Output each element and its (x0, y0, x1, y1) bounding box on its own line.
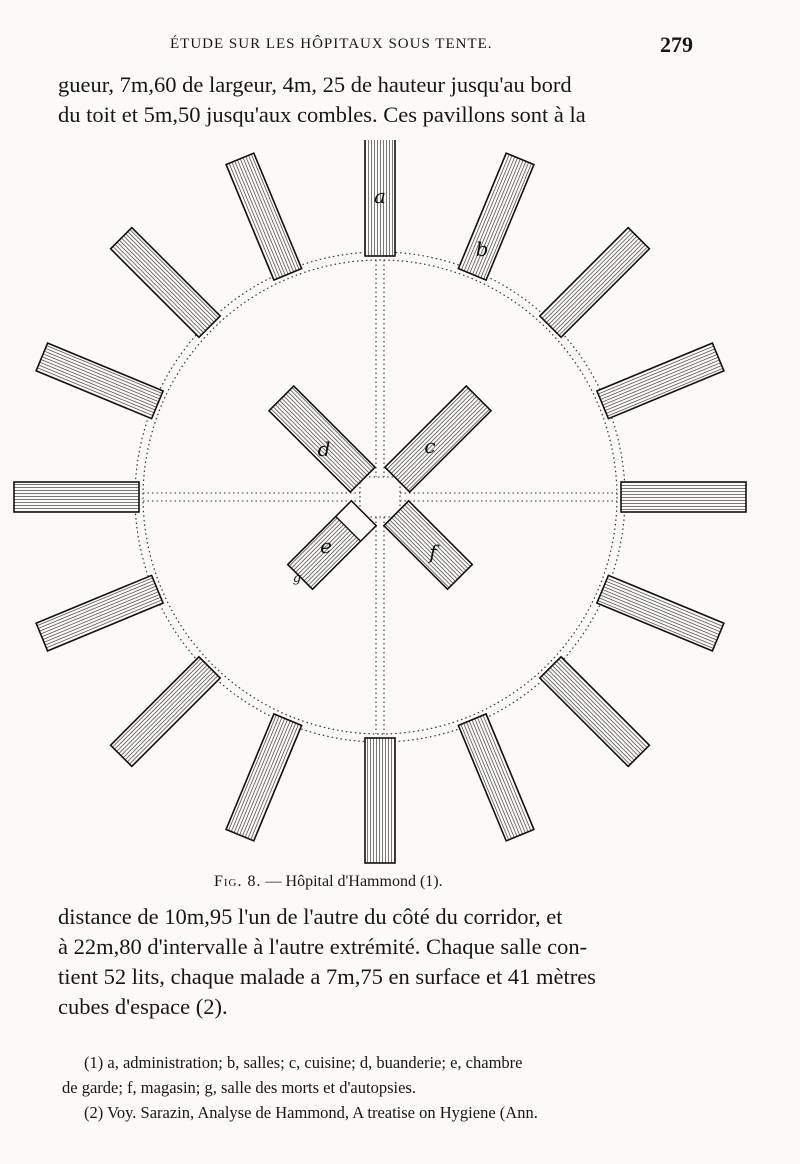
label-f: f (429, 540, 437, 564)
body-text-top (58, 70, 704, 130)
pavilion (365, 738, 395, 863)
page-number: 279 (660, 32, 693, 57)
label-a: a (374, 184, 386, 208)
outer-pavilions (14, 140, 746, 863)
label-d: d (317, 437, 331, 461)
running-head-title: ÉTUDE SUR LES HÔPITAUX SOUS TENTE. (170, 36, 493, 52)
center-square (360, 477, 400, 517)
pavilion (540, 228, 650, 338)
interior-paths (143, 260, 617, 734)
figure-number: Fig. 8. (214, 873, 262, 890)
label-c: c (424, 434, 436, 458)
pavilion (458, 714, 534, 841)
label-e: e (320, 534, 332, 558)
footnote-2: (2) Voy. Sarazin, Analyse de Hammond, A treatise on Hygiene (Ann. (84, 1103, 538, 1122)
pavilion (111, 657, 221, 767)
footnotes (62, 1050, 722, 1125)
running-head (170, 32, 800, 57)
footnote-1-continued: de garde; f, magasin; g, salle des morts et d'autopsies. (62, 1078, 416, 1097)
body-line: distance de 10m,95 l'un de l'autre du côté du corridor, et (58, 904, 563, 929)
pavilion (226, 153, 302, 280)
figure-title: — Hôpital d'Hammond (1). (265, 873, 443, 890)
pavilion (540, 657, 650, 767)
inner-buildings (269, 386, 491, 589)
pavilion (111, 228, 221, 338)
pavilion (621, 482, 746, 512)
body-line: du toit et 5m,50 jusqu'aux combles. Ces pavillons sont à la (58, 102, 586, 127)
body-line: à 22m,80 d'intervalle à l'autre extrémité. Chaque salle con- (58, 934, 588, 959)
body-line: cubes d'espace (2). (58, 994, 228, 1019)
building-c (385, 386, 491, 492)
pavilion (597, 343, 724, 419)
figure-caption (214, 873, 443, 891)
corridor-inner-line (143, 260, 617, 734)
body-line: tient 52 lits, chaque malade a 7m,75 en surface et 41 mètres (58, 964, 596, 989)
hospital-plan-figure (0, 140, 800, 870)
pavilion (36, 343, 163, 419)
body-text-bottom (58, 902, 704, 1022)
pavilion (14, 482, 139, 512)
footnote-1: (1) a, administration; b, salles; c, cuisine; d, buanderie; e, chambre (84, 1053, 523, 1072)
pavilion (226, 714, 302, 841)
body-line: gueur, 7m,60 de largeur, 4m, 25 de hauteur jusqu'au bord (58, 72, 572, 97)
pavilion-b (458, 153, 534, 280)
label-b: b (475, 237, 489, 261)
pavilion (597, 575, 724, 651)
label-g: g (292, 571, 302, 586)
building-f (384, 501, 472, 589)
pavilion (36, 575, 163, 651)
